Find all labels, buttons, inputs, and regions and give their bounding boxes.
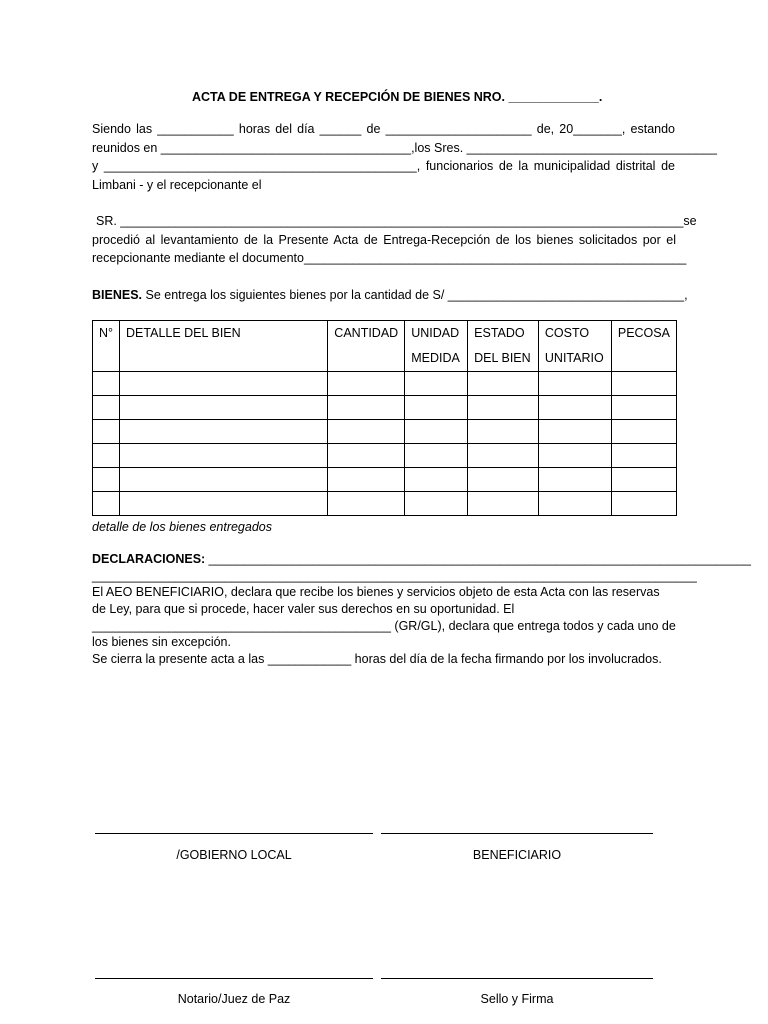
col-header-estado: ESTADO DEL BIEN bbox=[468, 321, 539, 372]
table-header-row bbox=[93, 321, 677, 372]
table-row bbox=[93, 420, 677, 444]
bienes-text: Se entrega los siguientes bienes por la cantidad de S/ __________________________________, bbox=[142, 288, 688, 302]
table-row bbox=[93, 468, 677, 492]
declaraciones-line: El AEO BENEFICIARIO, declara que recibe los bienes y servicios objeto de esta Acta con las reservas bbox=[92, 585, 660, 599]
signature-label-sello: Sello y Firma bbox=[480, 992, 554, 1006]
signature-label-notario: Notario/Juez de Paz bbox=[177, 992, 291, 1006]
declaraciones-line: los bienes sin excepción. bbox=[92, 635, 231, 649]
table-caption: detalle de los bienes entregados bbox=[92, 520, 272, 534]
col-header-detalle: DETALLE DEL BIEN bbox=[120, 321, 328, 372]
declaraciones-line: de Ley, para que si procede, hacer valer sus derechos en su oportunidad. El bbox=[92, 602, 515, 616]
table-row bbox=[93, 372, 677, 396]
bienes-line bbox=[92, 287, 688, 303]
declaraciones-blank-line: _______________________________________________________________________________________ bbox=[92, 569, 697, 583]
paragraph-line: reunidos en ____________________________________,los Sres. ____________________________________ bbox=[92, 141, 717, 155]
bienes-label: BIENES. bbox=[92, 288, 143, 302]
paragraph-line: procedió al levantamiento de la Presente Acta de Entrega-Recepción de los bienes solicitados por el bbox=[92, 233, 676, 247]
closing-line: Se cierra la presente acta a las ____________ horas del día de la fecha firmando por los involucrados. bbox=[92, 652, 662, 666]
declaraciones-blank: ______________________________________________________________________________ bbox=[205, 552, 751, 566]
col-header-unidad: UNIDAD MEDIDA bbox=[405, 321, 468, 372]
table-row bbox=[93, 396, 677, 420]
signature-line bbox=[381, 833, 653, 834]
declaraciones-label: DECLARACIONES: bbox=[92, 552, 206, 566]
signature-label-beneficiario: BENEFICIARIO bbox=[472, 848, 562, 862]
goods-table bbox=[92, 320, 677, 516]
paragraph-line: Siendo las ___________ horas del día ______ de _____________________ de, 20_______, estando bbox=[92, 122, 675, 136]
paragraph-line: recepcionante mediante el documento_______________________________________________________ bbox=[92, 251, 687, 265]
signature-line bbox=[95, 978, 373, 979]
col-header-no: N° bbox=[93, 321, 120, 372]
signature-line bbox=[381, 978, 653, 979]
declaraciones-line bbox=[92, 551, 751, 567]
col-header-pecosa: PECOSA bbox=[611, 321, 676, 372]
table-row bbox=[93, 444, 677, 468]
paragraph-line: y _____________________________________________, funcionarios de la municipalidad distrital de bbox=[92, 159, 675, 173]
col-header-cantidad: CANTIDAD bbox=[328, 321, 405, 372]
table-row bbox=[93, 492, 677, 516]
document-title: ACTA DE ENTREGA Y RECEPCIÓN DE BIENES NRO. _____________. bbox=[192, 90, 603, 104]
paragraph-line: Limbani - y el recepcionante el bbox=[92, 178, 262, 192]
paragraph-line: SR. _________________________________________________________________________________se bbox=[96, 214, 697, 228]
col-header-costo: COSTO UNITARIO bbox=[538, 321, 611, 372]
declaraciones-line: ___________________________________________ (GR/GL), declara que entrega todos y cada uno de bbox=[92, 619, 676, 633]
signature-label-gobierno: /GOBIERNO LOCAL bbox=[176, 848, 292, 862]
signature-line bbox=[95, 833, 373, 834]
